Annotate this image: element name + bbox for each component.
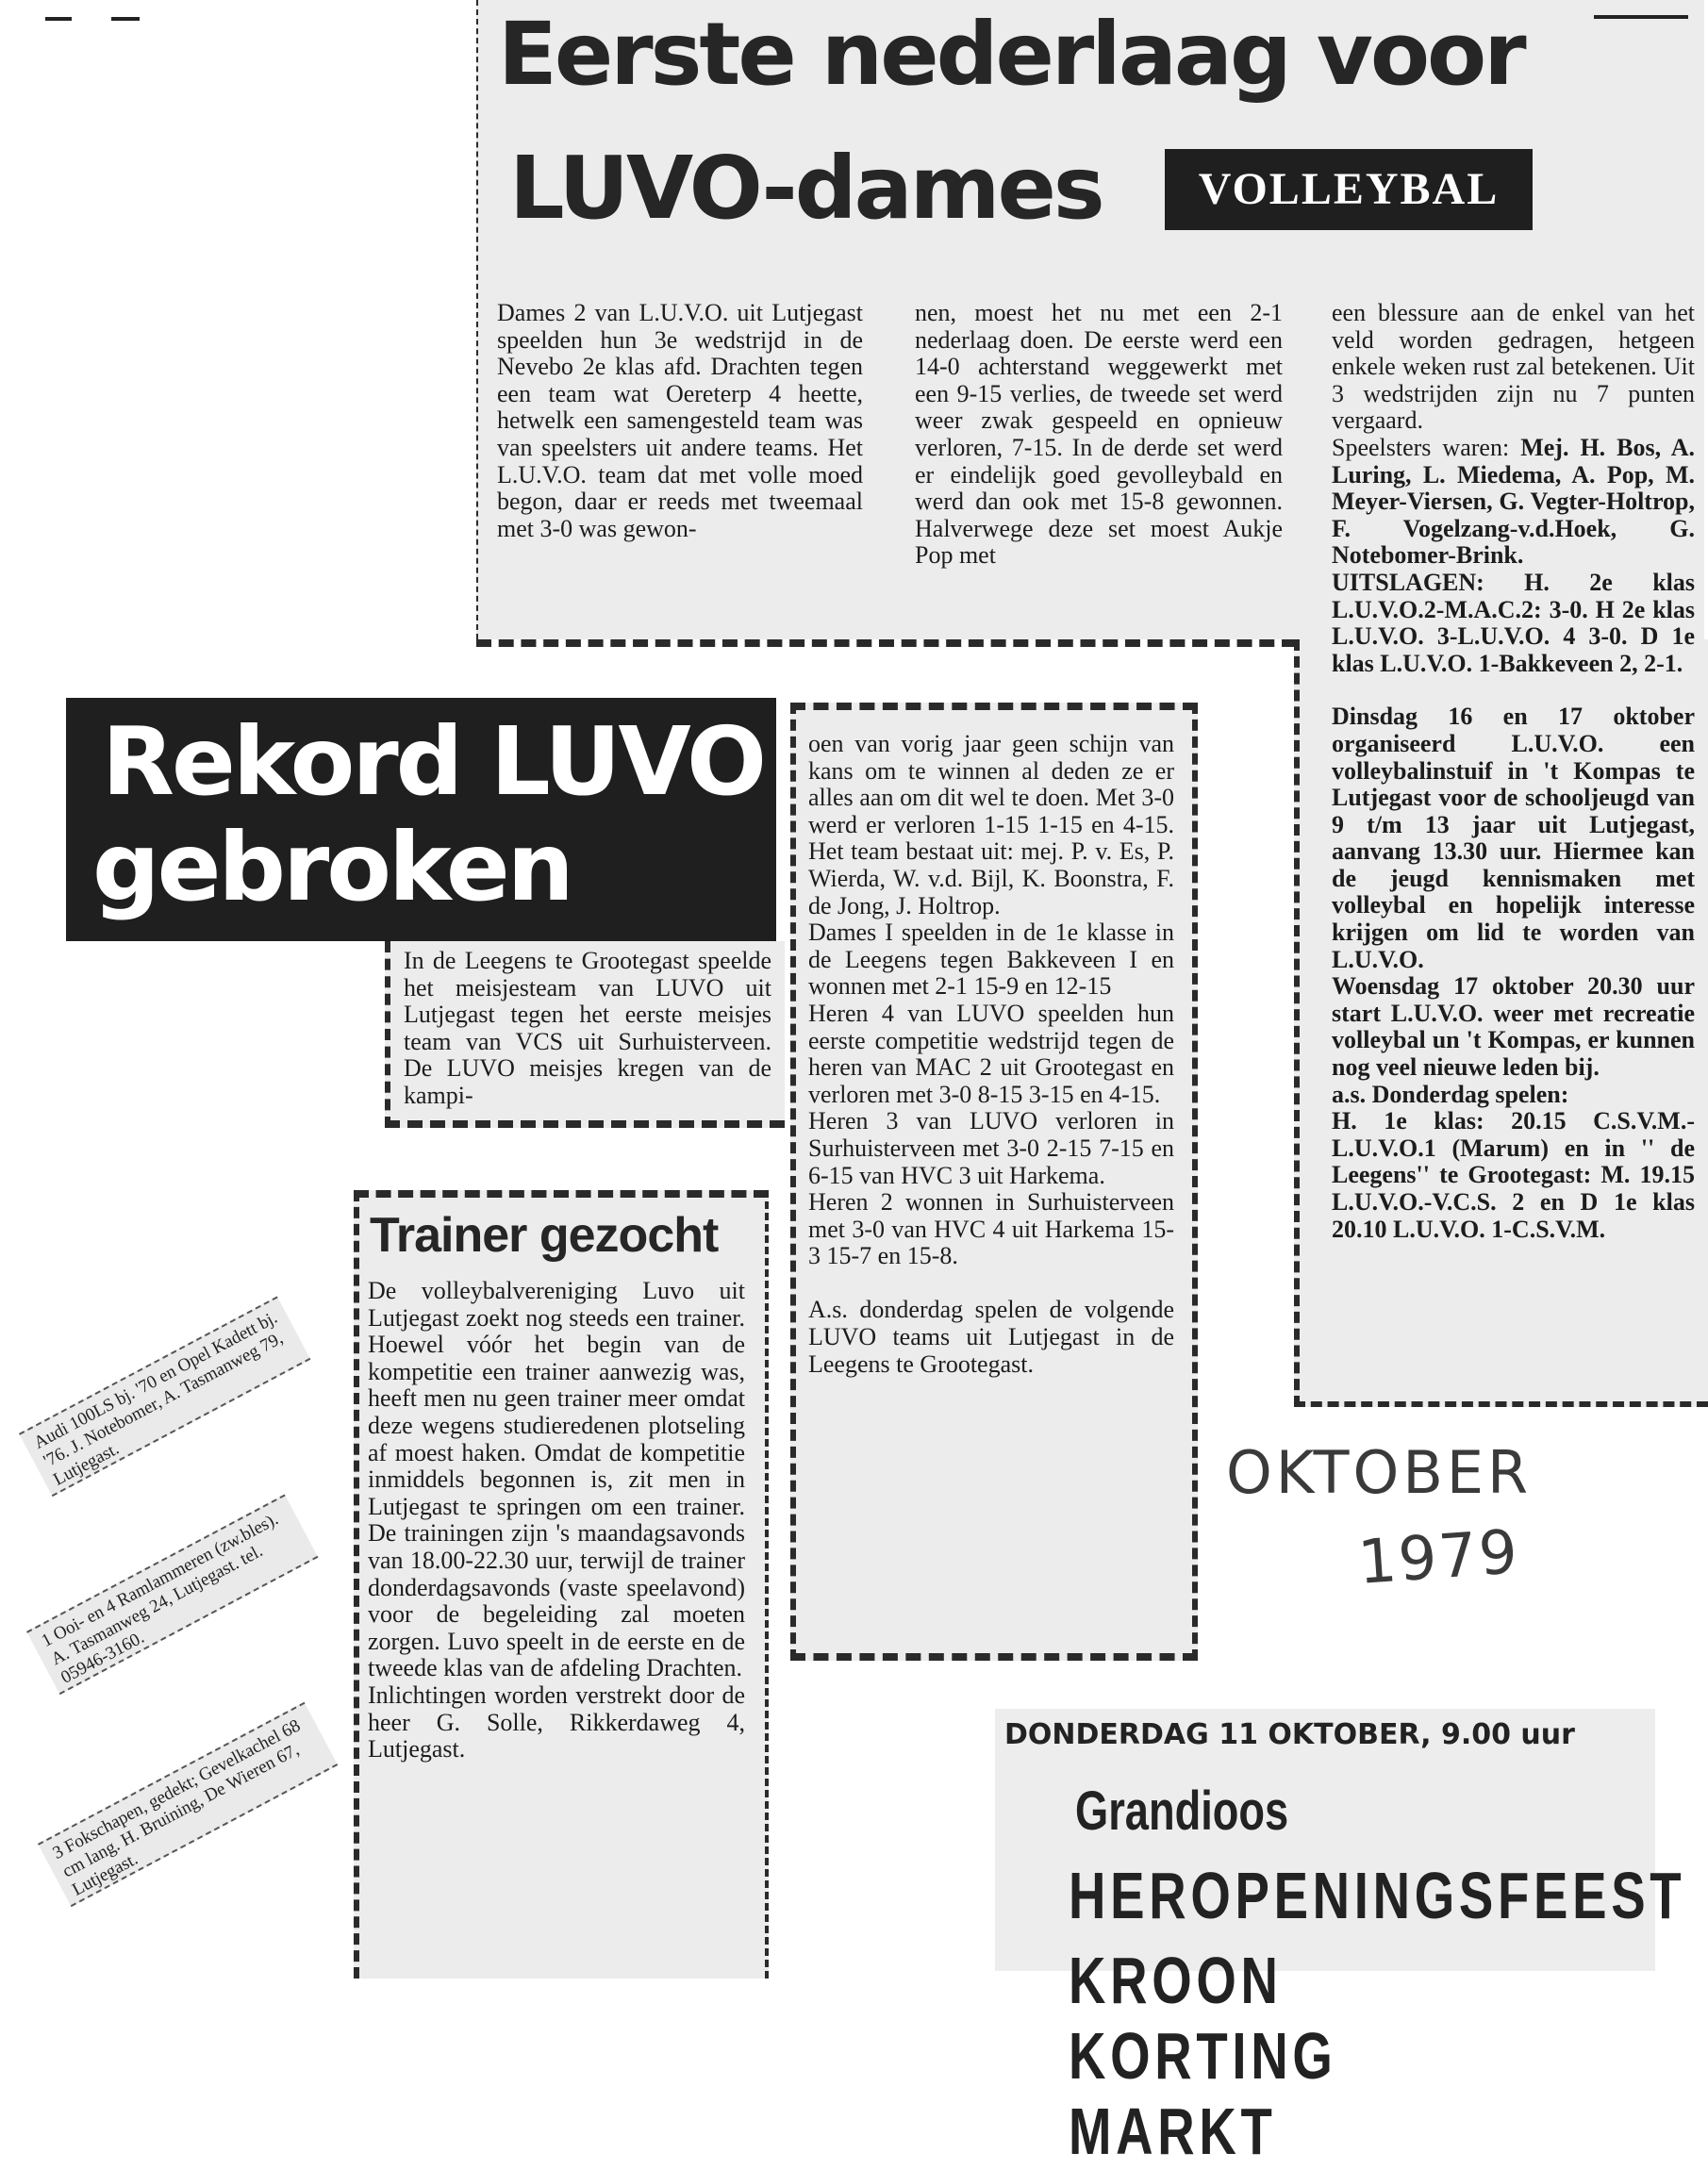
article3-body: De volleybalvereniging Luvo uit Lutjegast zoekt nog steeds een trainer. Hoewel vóór het begin van de kompetitie een trainer aanwezig was, heeft men nu geen trainer meer omdat deze wegens studieredenen plotseling af moest haken. Omdat de kompetitie inmiddels begonnen is, zit men in Lutjegast te springen om een trainer. De trainingen zijn 's maandagsavonds van 18.00-22.30 uur, terwijl de trainer donderdagsavonds (vaste speelavond) voor de begeleiding zal moeten zorgen. Luvo speelt in de eerste en de tweede klas van de afdeling Drachten. Inlichtingen worden verstrekt door de heer G. Solle, Rikkerdaweg 4, Lutjegast. bbox=[368, 1277, 745, 1763]
article2-column-1: In de Leegens te Grootegast speelde het meisjesteam van LUVO uit Lutjegast tegen het eerste meisjes team van VCS uit Surhuisterveen. De LUVO meisjes kregen van de kampi- bbox=[404, 947, 771, 1109]
headline-luvo-dames: LUVO-dames bbox=[509, 138, 1103, 239]
article1-column-3-text: een blessure aan de enkel van het veld worden gedragen, hetgeen enkele weken rust zal betekenen. Uit 3 wedstrijden zijn nu 7 punten vergaard. Speelsters waren: bbox=[1332, 299, 1695, 461]
headline-gebroken: gebroken bbox=[92, 812, 572, 922]
headline-box-rekord-luvo bbox=[66, 698, 776, 941]
article1-notice: Dinsdag 16 en 17 oktober organiseerd L.U.V.O. een volleybalinstuif in 't Kompas te Lutjegast voor de schooljeugd van 9 t/m 13 jaar uit Lutjegast, aanvang 13.30 uur. Hiermee kan de jeugd kennismaken met volleybal en hopelijk interesse krijgen om lid te worden van L.U.V.O. Woensdag 17 oktober 20.30 uur start L.U.V.O. weer met recreatie volleybal un 't Kompas, er kunnen nog veel nieuwe leden bij. a.s. Donderdag spelen: H. 1e klas: 20.15 C.S.V.M.-L.U.V.O.1 (Marum) en in '' de Leegens'' te Grootegast: M. 19.15 L.U.V.O.-V.C.S. 2 en D 1e klas 20.10 L.U.V.O. 1-C.S.V.M. bbox=[1332, 703, 1695, 1243]
scan-mark-top-right bbox=[1594, 15, 1688, 19]
article1-players-results: Mej. H. Bos, A. Luring, L. Miedema, A. Pop, M. Meyer-Viersen, G. Vegter-Holtrop, F. Vogelzang-v.d.Hoek, G. Notebomer-Brink. UITSLAGEN: H. 2e klas L.U.V.O.2-M.A.C.2: 3-0. H 2e klas L.U.V.O. 3-L.U.V.O. 4 3-0. D 1e klas L.U.V.O. 1-Bakkeveen 2, 2-1. bbox=[1332, 433, 1696, 677]
classified-ad-fokschapen: 3 Fokschapen, gedekt; Gevelkachel 68 cm lang. H. Bruining, De Wieren 67, Lutjegast. bbox=[38, 1702, 338, 1907]
headline-eerste-nederlaag: Eerste nederlaag voor bbox=[498, 4, 1524, 105]
handwritten-date-month: OKTOBER bbox=[1226, 1438, 1533, 1507]
article1-column-1: Dames 2 van L.U.V.O. uit Lutjegast speelden hun 3e wedstrijd in de Nevebo 2e klas afd. Drachten tegen een team wat Oereterp 4 heette, hetwelk een samengesteld team was van speelsters uit andere teams. Het L.U.V.O. team dat met volle moed begon, daar er reeds met tweemaal met 3-0 was gewon- bbox=[497, 299, 863, 542]
ad-grandioos: Grandioos bbox=[1075, 1780, 1289, 1842]
section-label-text: VOLLEYBAL bbox=[1198, 164, 1500, 214]
ad-heropeningsfeest: HEROPENINGSFEEST bbox=[1069, 1859, 1686, 1932]
article1-column-3 bbox=[1332, 300, 1695, 1243]
handwritten-date-year: 1979 bbox=[1355, 1517, 1522, 1598]
ad-date-line: DONDERDAG 11 OKTOBER, 9.00 uur bbox=[1004, 1718, 1575, 1751]
scan-mark-top-left bbox=[45, 17, 72, 21]
cut-line bbox=[476, 639, 1297, 647]
classified-ad-audi: Audi 100LS bj. '70 en Opel Kadett bj. '76. J. Notebomer, A. Tasmanweg 79, Lutjegast. bbox=[19, 1296, 310, 1497]
headline-rekord-luvo: Rekord LUVO bbox=[102, 706, 765, 817]
headline-trainer-gezocht: Trainer gezocht bbox=[370, 1208, 719, 1263]
ad-kroon-korting-markt: KROON KORTING MARKT bbox=[1069, 1944, 1337, 2168]
classified-ad-lammeren: 1 Ooi- en 4 Ramlammeren (zw.bles). A. Tasmanweg 24, Lutjegast. tel. 05946-3160. bbox=[26, 1494, 318, 1695]
article1-column-2: nen, moest het nu met een 2-1 nederlaag doen. De eerste werd een 14-0 achterstand weggewerkt met een 9-15 verlies, de tweede set werd weer zwak gespeeld en opnieuw verloren, 7-15. In de derde set werd er eindelijk goed gevolleybald en werd dan ook met 15-8 gewonnen. Halverwege deze set moest Aukje Pop met bbox=[915, 299, 1283, 570]
advertisement-heropeningsfeest bbox=[995, 1709, 1686, 2168]
article2-column-2: oen van vorig jaar geen schijn van kans om te winnen al deden ze er alles aan om dit wel te doen. Met 3-0 werd er verloren 1-15 1-15 en 4-15. Het team bestaat uit: mej. P. v. Es, P. Wierda, W. v.d. Bijl, K. Boonstra, F. de Jong, J. Holtrop. Dames I speelden in de 1e klasse in de Leegens tegen Bakkeveen I en wonnen met 2-1 15-9 en 12-15 Heren 4 van LUVO speelden hun eerste competitie wedstrijd tegen de heren van MAC 2 uit Grootegast en verloren met 3-0 8-15 3-15 en 4-15. Heren 3 van LUVO verloren in Surhuisterveen met 3-0 2-15 7-15 en 6-15 van HVC 3 uit Harkema. Heren 2 wonnen in Surhuisterveen met 3-0 van HVC 4 uit Harkema 15-3 15-7 en 15-8. A.s. donderdag spelen de volgende LUVO teams uit Lutjegast in de Leegens te Grootegast. bbox=[808, 730, 1174, 1378]
scan-mark-top-left-2 bbox=[111, 17, 140, 21]
section-label-volleybal bbox=[1165, 149, 1533, 230]
